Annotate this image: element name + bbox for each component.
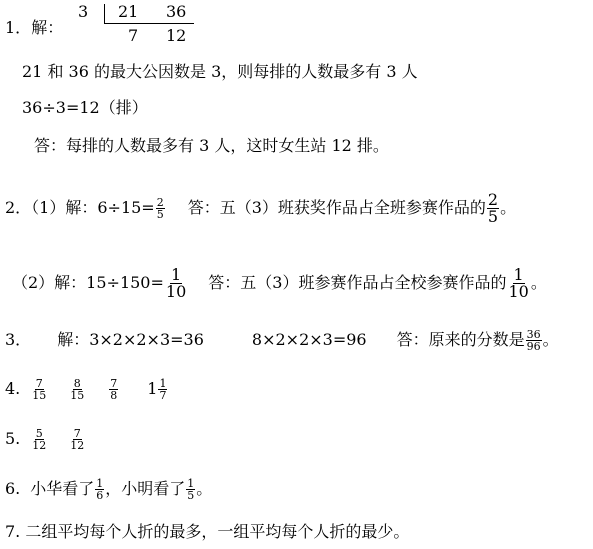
q4-mixed-denominator: 7 — [159, 389, 167, 402]
q7-line: 7. 二组平均每个人折的最多，一组平均每个人折的最少。 — [5, 522, 410, 541]
q4-f3-numerator: 7 — [110, 377, 118, 390]
q3-ans-denominator: 96 — [526, 340, 541, 353]
q6-number: 6. — [5, 479, 21, 498]
q4-f1-denominator: 15 — [32, 389, 47, 402]
q2p2-end: 。 — [530, 273, 547, 292]
q3-ans-fraction — [526, 329, 542, 352]
q1-dividend-b: 36 — [166, 2, 187, 21]
q3-ans-numerator: 36 — [526, 328, 541, 341]
q5-f1-numerator: 5 — [35, 427, 43, 440]
q2p2-ans-fraction — [507, 267, 529, 300]
q5-fraction-1 — [31, 428, 47, 451]
q5-fraction-2 — [69, 428, 85, 451]
q1-divisor: 3 — [78, 2, 89, 21]
q4-mixed-whole: 1 — [147, 379, 158, 398]
q4-fraction-3 — [109, 378, 118, 401]
q5-f1-denominator: 12 — [32, 439, 47, 452]
q6-f1-denominator: 6 — [96, 489, 104, 502]
q2p1-eq-fraction — [156, 197, 165, 220]
q1-quotient-b: 12 — [166, 26, 187, 45]
q6-fraction-1 — [95, 478, 104, 501]
q6-end: 。 — [196, 479, 213, 498]
q3-answer: 答：原来的分数是 — [396, 330, 525, 349]
q6-f2-numerator: 1 — [187, 477, 195, 490]
q4-f3-denominator: 8 — [110, 389, 118, 402]
q1-division-vbar — [104, 4, 105, 23]
q3-end: 。 — [542, 330, 559, 349]
q2p2-prefix: （2）解：15÷150= — [12, 273, 164, 292]
q4-f1-numerator: 7 — [35, 377, 43, 390]
q2p2-ans-denominator: 10 — [508, 282, 529, 301]
q2p2-eq-denominator: 10 — [165, 282, 187, 301]
q5-f2-denominator: 12 — [70, 439, 85, 452]
q4-mixed-fraction — [158, 378, 167, 401]
q5-number: 5. — [5, 429, 21, 448]
q1-answer: 答：每排的人数最多有 3 人，这时女生站 12 排。 — [34, 136, 389, 155]
q2p2-eq-numerator: 1 — [170, 265, 182, 284]
q1-quotient-a: 7 — [128, 26, 139, 45]
q2p1-prefix: 2．（1）解：6÷15= — [5, 198, 155, 217]
q6-text-1: 小华看了 — [30, 479, 95, 498]
q6-f1-numerator: 1 — [96, 477, 104, 490]
q6-line — [5, 478, 212, 501]
q5-line — [5, 428, 86, 451]
q4-fraction-2 — [69, 378, 85, 401]
q4-fraction-1 — [31, 378, 47, 401]
q2p1-ans-numerator: 2 — [487, 190, 499, 209]
q2p2-ans-numerator: 1 — [513, 265, 524, 284]
q2p1-end: 。 — [500, 198, 517, 217]
q2p1-ans-fraction — [487, 192, 499, 225]
q3-calc1: 解：3×2×2×3=36 — [57, 330, 204, 349]
q2p1-ans-denominator: 5 — [487, 207, 499, 226]
q3-calc2: 8×2×2×3=96 — [251, 330, 367, 349]
q2p2-answer: 答：五（3）班参赛作品占全校参赛作品的 — [208, 273, 507, 292]
q2p2-eq-fraction — [165, 267, 187, 300]
q4-line — [5, 378, 168, 401]
q2p1-eq-denominator: 5 — [156, 208, 164, 221]
q2-part1 — [5, 192, 516, 225]
q3-line — [5, 329, 559, 352]
q1-division-hbar — [104, 23, 194, 24]
q6-f2-denominator: 5 — [187, 489, 195, 502]
q1-short-division — [76, 2, 198, 48]
q3-number: 3． — [5, 330, 32, 349]
q2p1-eq-numerator: 2 — [156, 196, 164, 209]
q2p1-answer: 答：五（3）班获奖作品占全班参赛作品的 — [187, 198, 486, 217]
q1-gcf-line: 21 和 36 的最大公因数是 3，则每排的人数最多有 3 人 — [22, 62, 418, 81]
q1-jie: 解： — [31, 18, 64, 37]
q1-calc-line: 36÷3=12（排） — [22, 98, 148, 117]
q1-dividend-a: 21 — [118, 2, 139, 21]
q6-fraction-2 — [186, 478, 195, 501]
q5-f2-numerator: 7 — [73, 427, 81, 440]
q4-mixed-numerator: 1 — [159, 377, 167, 390]
q4-f2-denominator: 15 — [70, 389, 85, 402]
q4-f2-numerator: 8 — [73, 377, 81, 390]
q6-text-2: ，小明看了 — [105, 479, 186, 498]
q4-number: 4. — [5, 379, 21, 398]
q1-number: 1． — [5, 18, 32, 37]
q2-part2 — [12, 267, 547, 300]
q1-line-label — [5, 18, 63, 38]
